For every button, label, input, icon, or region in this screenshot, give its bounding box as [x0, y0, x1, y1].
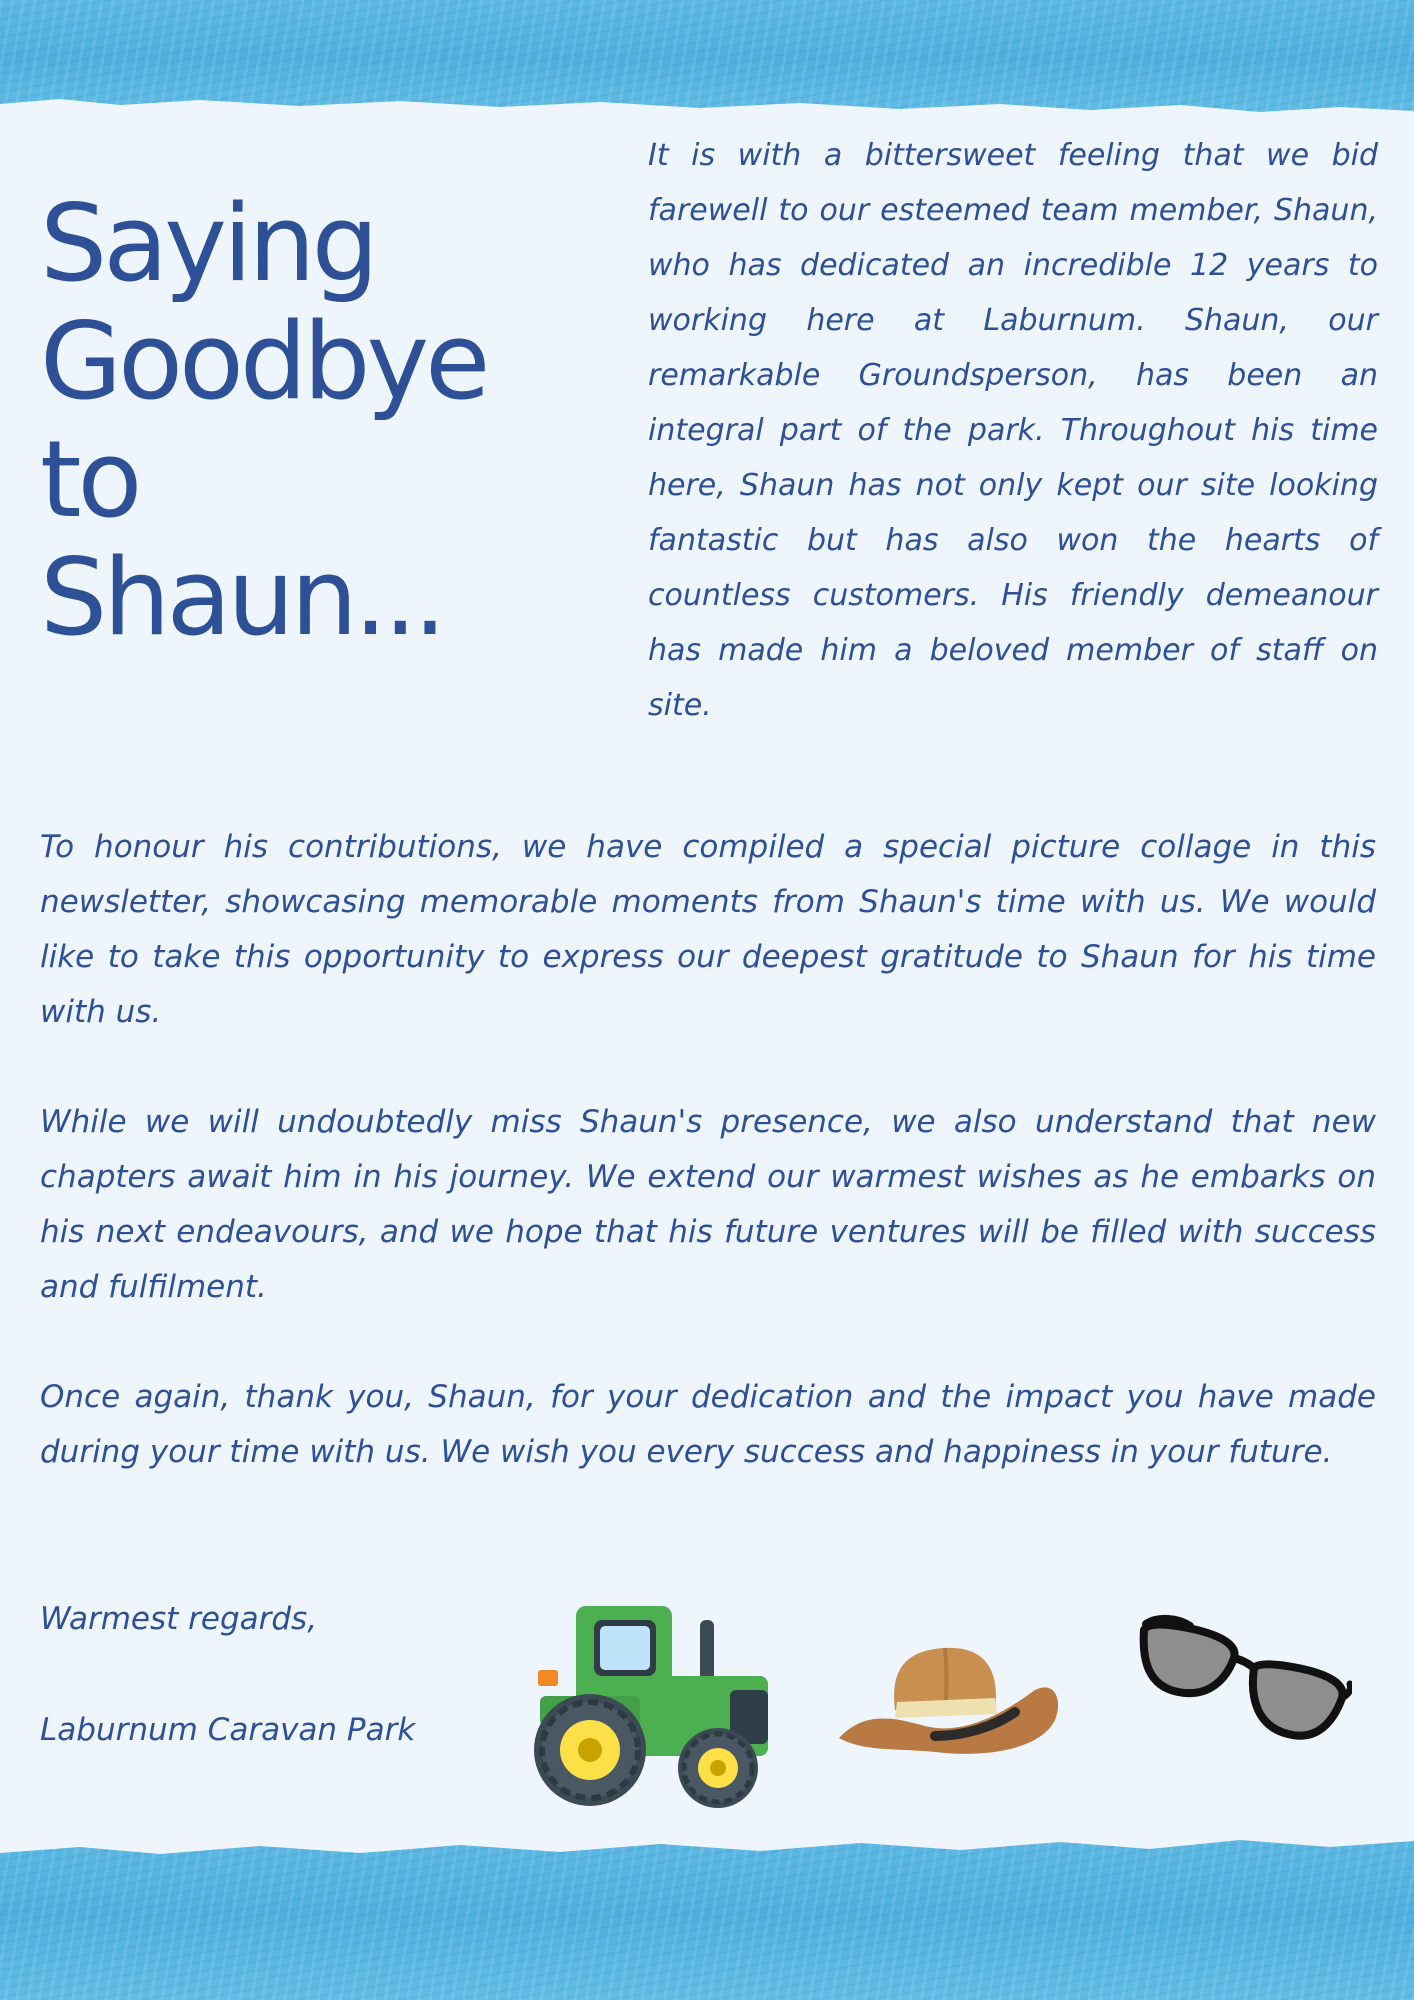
intro-paragraph: It is with a bittersweet feeling that we bid farewell to our esteemed team member, Shaun, who has dedicated an incredible 12 years to working here at Laburnum. Shaun, our remarkable Groundsperson, has been an integral part of the park. Throughout his time here, Shaun has not only kept our site looking fantastic but has also won the hearts of countless customers. His friendly demeanour has made him a beloved member of staff on site. — [648, 138, 1378, 723]
top-band-torn-edge — [0, 93, 1414, 119]
cowboy-hat-icon — [835, 1640, 1060, 1760]
tractor-rear-wheel — [534, 1694, 646, 1806]
bottom-decorative-band — [0, 1832, 1414, 2000]
closing-line: Warmest regards, — [40, 1601, 318, 1637]
body-paragraph-collage: To honour his contributions, we have compiled a special picture collage in this newsletter, showcasing memorable moments from Shaun's time with us. We would like to take this opportunity to express our deepest gratitude to Shaun for his time with us. — [40, 829, 1376, 1030]
signature-organization: Laburnum Caravan Park — [40, 1712, 416, 1748]
top-decorative-band — [0, 0, 1414, 118]
body-paragraph-wishes: While we will undoubtedly miss Shaun's presence, we also understand that new chapters await him in his journey. We extend our warmest wishes as he embarks on his next endeavours, and we hope that his future ventures will be filled with success and fulfilment. — [40, 1104, 1376, 1305]
bottom-band-torn-edge — [0, 1831, 1414, 1861]
tractor-icon — [530, 1600, 776, 1812]
tractor-front-wheel — [678, 1728, 758, 1808]
page-title: Saying Goodbye to Shaun... — [40, 182, 487, 659]
body-paragraph-thanks: Once again, thank you, Shaun, for your dedication and the impact you have made during your time with us. We wish you every success and happiness in your future. — [40, 1379, 1376, 1470]
sunglasses-icon — [1138, 1610, 1352, 1755]
